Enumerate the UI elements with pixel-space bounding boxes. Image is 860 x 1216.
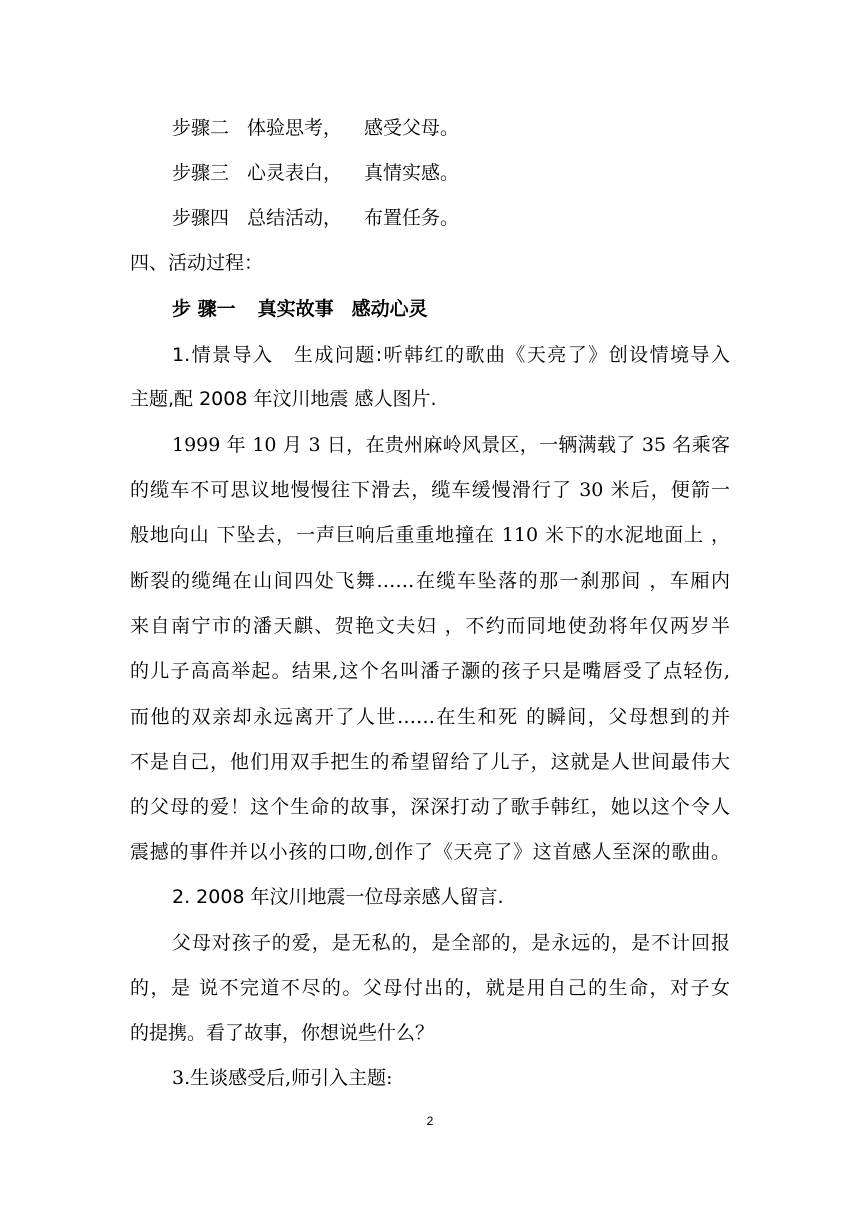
step-label: 步骤二 <box>172 117 230 139</box>
reflection-line: 的提携。看了故事，你想说些什么？ <box>130 1022 435 1044</box>
step-line <box>172 206 730 230</box>
page-number: 2 <box>426 1114 434 1128</box>
step-part1: 体验思考， <box>247 117 343 139</box>
step-part1: 心灵表白， <box>247 162 343 184</box>
item3: 3.生谈感受后,师引入主题: <box>172 1067 393 1089</box>
step-one-part1: 真实故事 <box>257 298 334 320</box>
step-one-label: 步 骤一 <box>172 298 236 320</box>
story-line: 震撼的事件并以小孩的口吻,创作了《天亮了》这首感人至深的歌曲。 <box>130 841 730 863</box>
step-one-part2: 感动心灵 <box>351 298 428 320</box>
story-line: 般地向山 下坠去，一声巨响后重重地撞在 110 米下的水泥地面上 ， <box>130 524 730 546</box>
step-line <box>172 116 730 140</box>
step-part2: 感受父母。 <box>364 117 460 139</box>
step-part2: 布置任务。 <box>364 207 460 229</box>
reflection-line: 的，是 说不完道不尽的。父母付出的，就是用自己的生命，对子女 <box>130 977 730 999</box>
story-line: 来自南宁市的潘天麒、贺艳文夫妇 ，不约而同地使劲将年仅两岁半 <box>130 615 730 637</box>
item2: 2. 2008 年汶川地震一位母亲感人留言. <box>172 886 504 908</box>
step-part1: 总结活动， <box>247 207 343 229</box>
story-line: 的缆车不可思议地慢慢往下滑去，缆车缓慢滑行了 30 米后，便箭一 <box>130 479 730 501</box>
story-line: 断裂的缆绳在山间四处飞舞……在缆车坠落的那一刹那间 ，车厢内 <box>130 570 730 592</box>
story-line: 而他的双亲却永远离开了人世……在生和死 的瞬间，父母想到的并 <box>130 706 730 728</box>
step-one-heading <box>172 297 730 321</box>
reflection-line: 父母对孩子的爱，是无私的，是全部的，是永远的，是不计回报 <box>172 932 730 954</box>
step-label: 步骤三 <box>172 162 230 184</box>
step-label: 步骤四 <box>172 207 230 229</box>
story-line: 不是自己，他们用双手把生的希望留给了儿子，这就是人世间最伟大 <box>130 751 730 773</box>
section-heading: 四、活动过程： <box>130 252 264 274</box>
step-line <box>172 161 730 185</box>
story-line: 的儿子高高举起。结果,这个名叫潘子灏的孩子只是嘴唇受了点轻伤, <box>130 660 730 682</box>
story-line: 1999 年 10 月 3 日，在贵州麻岭风景区，一辆满载了 35 名乘客 <box>172 434 730 456</box>
step-part2: 真情实感。 <box>364 162 460 184</box>
item1-line2: 主题,配 2008 年汶川地震 感人图片. <box>130 388 437 410</box>
story-line: 的父母的爱！这个生命的故事，深深打动了歌手韩红，她以这个令人 <box>130 796 730 818</box>
item1-line1: 1.情景导入 生成问题:听韩红的歌曲《天亮了》创设情境导入 <box>172 344 730 366</box>
